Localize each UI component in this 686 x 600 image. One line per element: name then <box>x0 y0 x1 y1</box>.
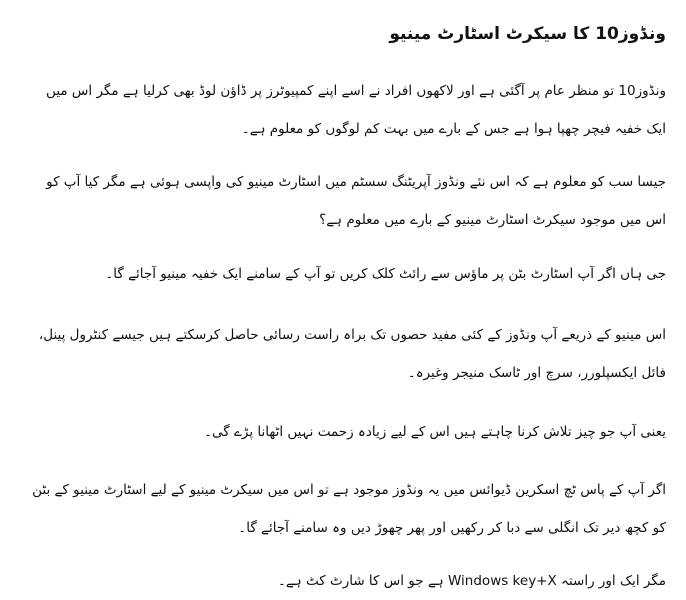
paragraph-5: یعنی آپ جو چیز تلاش کرنا چاہتے ہیں اس کے لیے زیادہ زحمت نہیں اٹھانا پڑے گی۔ <box>204 424 666 440</box>
paragraph-2: جیسا سب کو معلوم ہے کہ اس نئے ونڈوز آپریٹنگ سسٹم میں اسٹارٹ مینیو کی واپسی ہوئی ہے مگر کیا آپ کو اس میں موجود سیکرٹ اسٹارٹ مینیو کے بارے میں معلوم ہے؟ <box>46 174 666 228</box>
paragraph-3: جی ہاں اگر آپ اسٹارٹ بٹن پر ماﺅس سے رائٹ کلک کریں تو آپ کے سامنے ایک خفیہ مینیو آجائے گا۔ <box>105 266 666 282</box>
paragraph-4: اس مینیو کے ذریعے آپ ونڈوز کے کئی مفید حصوں تک براہ راست رسائی حاصل کرسکتے ہیں جیسے کنٹرول پینل، فائل ایکسپلورر، سرچ اور ٹاسک منیجر وغیرہ۔ <box>38 327 666 381</box>
paragraph-7: مگر ایک اور راستہ Windows key+X ہے جو اس کا شارٹ کٹ ہے۔ <box>277 573 666 589</box>
article-title: ونڈوز10 کا سیکرٹ اسٹارٹ مینیو <box>389 24 666 44</box>
paragraph-6: اگر آپ کے پاس ٹچ اسکرین ڈیوائس میں یہ ونڈوز موجود ہے تو اس میں سیکرٹ مینیو کے لیے اسٹارٹ مینیو کے بٹن کو کچھ دیر تک انگلی سے دبا کر رکھیں اور پھر چھوڑ دیں وہ سامنے آجائے گا۔ <box>32 482 666 536</box>
article <box>30 0 666 600</box>
paragraph-1: ونڈوز10 تو منظر عام پر آگئی ہے اور لاکھوں افراد نے اسے اپنے کمپیوٹرز پر ڈاﺅن لوڈ بھی کرلیا ہے مگر اس میں ایک خفیہ فیچر چھپا ہوا ہے جس کے بارے میں بہت کم لوگوں کو معلوم ہے۔ <box>46 83 666 137</box>
